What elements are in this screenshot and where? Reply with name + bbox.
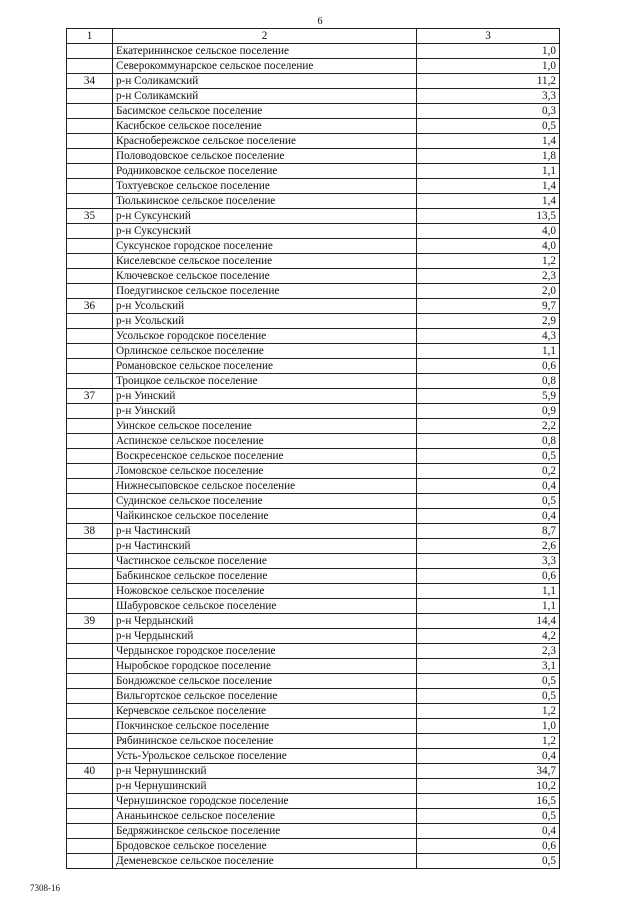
table-row bbox=[67, 704, 560, 719]
row-number bbox=[67, 254, 113, 269]
table-row bbox=[67, 629, 560, 644]
row-number bbox=[67, 689, 113, 704]
table-row bbox=[67, 299, 560, 314]
row-number bbox=[67, 494, 113, 509]
row-number bbox=[67, 569, 113, 584]
row-value: 1,1 bbox=[417, 584, 560, 599]
table-row bbox=[67, 599, 560, 614]
row-value: 0,3 bbox=[417, 104, 560, 119]
row-number bbox=[67, 779, 113, 794]
row-number bbox=[67, 344, 113, 359]
settlement-name: Покчинское сельское поселение bbox=[113, 719, 417, 734]
row-value: 3,3 bbox=[417, 89, 560, 104]
table-row bbox=[67, 659, 560, 674]
row-value: 2,9 bbox=[417, 314, 560, 329]
document-code: 7308-16 bbox=[30, 883, 60, 893]
settlement-name: Чернушинское городское поселение bbox=[113, 794, 417, 809]
table-row bbox=[67, 419, 560, 434]
row-value: 1,4 bbox=[417, 134, 560, 149]
data-table bbox=[66, 28, 560, 869]
row-number bbox=[67, 59, 113, 74]
settlement-name: р-н Суксунский bbox=[113, 209, 417, 224]
settlement-name: Романовское сельское поселение bbox=[113, 359, 417, 374]
row-number bbox=[67, 464, 113, 479]
row-value: 2,0 bbox=[417, 284, 560, 299]
row-number bbox=[67, 419, 113, 434]
row-value: 0,5 bbox=[417, 854, 560, 869]
row-number bbox=[67, 599, 113, 614]
row-value: 1,2 bbox=[417, 704, 560, 719]
table-row bbox=[67, 644, 560, 659]
settlement-name: р-н Чердынский bbox=[113, 614, 417, 629]
page-number: 6 bbox=[317, 16, 323, 27]
table-row bbox=[67, 674, 560, 689]
row-number bbox=[67, 44, 113, 59]
table-row bbox=[67, 464, 560, 479]
settlement-name: р-н Частинский bbox=[113, 524, 417, 539]
row-value: 1,2 bbox=[417, 254, 560, 269]
row-value: 4,2 bbox=[417, 629, 560, 644]
table-row bbox=[67, 59, 560, 74]
table-row bbox=[67, 614, 560, 629]
table-row bbox=[67, 824, 560, 839]
row-value: 1,8 bbox=[417, 149, 560, 164]
row-number bbox=[67, 119, 113, 134]
settlement-name: Родниковское сельское поселение bbox=[113, 164, 417, 179]
settlement-name: Чердынское городское поселение bbox=[113, 644, 417, 659]
table-row bbox=[67, 254, 560, 269]
settlement-name: Рябининское сельское поселение bbox=[113, 734, 417, 749]
header-col-1: 1 bbox=[67, 29, 113, 44]
row-value: 0,4 bbox=[417, 479, 560, 494]
row-value: 4,0 bbox=[417, 224, 560, 239]
row-value: 11,2 bbox=[417, 74, 560, 89]
settlement-name: р-н Соликамский bbox=[113, 74, 417, 89]
row-number bbox=[67, 629, 113, 644]
table-row bbox=[67, 359, 560, 374]
table-row bbox=[67, 539, 560, 554]
table-row bbox=[67, 44, 560, 59]
settlement-name: р-н Чернушинский bbox=[113, 764, 417, 779]
row-value: 2,2 bbox=[417, 419, 560, 434]
row-value: 0,5 bbox=[417, 689, 560, 704]
row-number bbox=[67, 674, 113, 689]
settlement-name: Ломовское сельское поселение bbox=[113, 464, 417, 479]
row-number bbox=[67, 794, 113, 809]
row-number bbox=[67, 134, 113, 149]
row-value: 4,3 bbox=[417, 329, 560, 344]
row-number bbox=[67, 749, 113, 764]
table-row bbox=[67, 239, 560, 254]
settlement-name: р-н Чердынский bbox=[113, 629, 417, 644]
row-value: 16,5 bbox=[417, 794, 560, 809]
row-value: 1,0 bbox=[417, 44, 560, 59]
row-number bbox=[67, 809, 113, 824]
row-number bbox=[67, 374, 113, 389]
row-number bbox=[67, 539, 113, 554]
settlement-name: Шабуровское сельское поселение bbox=[113, 599, 417, 614]
settlement-name: Касибское сельское поселение bbox=[113, 119, 417, 134]
row-number bbox=[67, 479, 113, 494]
row-number bbox=[67, 509, 113, 524]
row-number: 39 bbox=[67, 614, 113, 629]
settlement-name: Бабкинское сельское поселение bbox=[113, 569, 417, 584]
row-value: 0,8 bbox=[417, 374, 560, 389]
row-number bbox=[67, 284, 113, 299]
row-number bbox=[67, 224, 113, 239]
settlement-name: Усть-Урольское сельское поселение bbox=[113, 749, 417, 764]
row-number: 40 bbox=[67, 764, 113, 779]
row-number bbox=[67, 824, 113, 839]
table-row bbox=[67, 119, 560, 134]
settlement-name: Деменевское сельское поселение bbox=[113, 854, 417, 869]
table-row bbox=[67, 779, 560, 794]
row-value: 1,1 bbox=[417, 164, 560, 179]
row-number bbox=[67, 269, 113, 284]
row-number: 37 bbox=[67, 389, 113, 404]
row-value: 0,5 bbox=[417, 119, 560, 134]
table-row bbox=[67, 344, 560, 359]
row-number bbox=[67, 449, 113, 464]
table-row bbox=[67, 329, 560, 344]
settlement-name: Вильгортское сельское поселение bbox=[113, 689, 417, 704]
settlement-name: р-н Чернушинский bbox=[113, 779, 417, 794]
settlement-name: Тохтуевское сельское поселение bbox=[113, 179, 417, 194]
row-number bbox=[67, 89, 113, 104]
row-value: 34,7 bbox=[417, 764, 560, 779]
row-value: 14,4 bbox=[417, 614, 560, 629]
row-number: 35 bbox=[67, 209, 113, 224]
settlement-name: Орлинское сельское поселение bbox=[113, 344, 417, 359]
row-value: 5,9 bbox=[417, 389, 560, 404]
row-value: 0,5 bbox=[417, 449, 560, 464]
settlement-name: Воскресенское сельское поселение bbox=[113, 449, 417, 464]
table-row bbox=[67, 134, 560, 149]
row-number bbox=[67, 659, 113, 674]
row-number: 38 bbox=[67, 524, 113, 539]
row-value: 3,1 bbox=[417, 659, 560, 674]
table-row bbox=[67, 689, 560, 704]
row-number bbox=[67, 584, 113, 599]
row-number bbox=[67, 839, 113, 854]
row-value: 8,7 bbox=[417, 524, 560, 539]
settlement-name: Половодовское сельское поселение bbox=[113, 149, 417, 164]
row-number bbox=[67, 359, 113, 374]
table-row bbox=[67, 734, 560, 749]
settlement-name: Частинское сельское поселение bbox=[113, 554, 417, 569]
table-row bbox=[67, 569, 560, 584]
table-row bbox=[67, 404, 560, 419]
table-row bbox=[67, 854, 560, 869]
table-row bbox=[67, 809, 560, 824]
table-row bbox=[67, 764, 560, 779]
settlement-name: Бедряжинское сельское поселение bbox=[113, 824, 417, 839]
table-row bbox=[67, 479, 560, 494]
row-number bbox=[67, 644, 113, 659]
table-row bbox=[67, 719, 560, 734]
settlement-name: Керчевское сельское поселение bbox=[113, 704, 417, 719]
row-number bbox=[67, 734, 113, 749]
row-value: 2,3 bbox=[417, 269, 560, 284]
table-row bbox=[67, 794, 560, 809]
table-row bbox=[67, 104, 560, 119]
row-value: 0,5 bbox=[417, 809, 560, 824]
row-number bbox=[67, 314, 113, 329]
table-row bbox=[67, 179, 560, 194]
table-row bbox=[67, 89, 560, 104]
row-value: 0,5 bbox=[417, 494, 560, 509]
row-number bbox=[67, 404, 113, 419]
table-row bbox=[67, 164, 560, 179]
row-value: 1,0 bbox=[417, 59, 560, 74]
settlement-name: Краснобережское сельское поселение bbox=[113, 134, 417, 149]
row-value: 9,7 bbox=[417, 299, 560, 314]
table-row bbox=[67, 749, 560, 764]
settlement-name: Ключевское сельское поселение bbox=[113, 269, 417, 284]
settlement-name: Тюлькинское сельское поселение bbox=[113, 194, 417, 209]
table-row bbox=[67, 194, 560, 209]
table-row bbox=[67, 269, 560, 284]
row-number bbox=[67, 194, 113, 209]
header-col-2: 2 bbox=[113, 29, 417, 44]
row-number bbox=[67, 554, 113, 569]
table-row bbox=[67, 389, 560, 404]
row-value: 3,3 bbox=[417, 554, 560, 569]
settlement-name: Бродовское сельское поселение bbox=[113, 839, 417, 854]
table-row bbox=[67, 554, 560, 569]
row-value: 0,4 bbox=[417, 824, 560, 839]
settlement-name: Суксунское городское поселение bbox=[113, 239, 417, 254]
row-value: 0,4 bbox=[417, 509, 560, 524]
settlement-name: р-н Уинский bbox=[113, 404, 417, 419]
row-value: 0,4 bbox=[417, 749, 560, 764]
table-row bbox=[67, 584, 560, 599]
settlement-name: Чайкинское сельское поселение bbox=[113, 509, 417, 524]
row-number: 34 bbox=[67, 74, 113, 89]
table-row bbox=[67, 284, 560, 299]
row-number bbox=[67, 329, 113, 344]
row-number bbox=[67, 704, 113, 719]
row-number: 36 bbox=[67, 299, 113, 314]
header-col-3: 3 bbox=[417, 29, 560, 44]
table-row bbox=[67, 224, 560, 239]
settlement-name: Бондюжское сельское поселение bbox=[113, 674, 417, 689]
row-value: 1,1 bbox=[417, 599, 560, 614]
settlement-name: Нижнесыповское сельское поселение bbox=[113, 479, 417, 494]
row-value: 1,2 bbox=[417, 734, 560, 749]
settlement-name: р-н Уинский bbox=[113, 389, 417, 404]
row-value: 2,6 bbox=[417, 539, 560, 554]
row-number bbox=[67, 434, 113, 449]
settlement-name: р-н Частинский bbox=[113, 539, 417, 554]
row-value: 0,6 bbox=[417, 569, 560, 584]
settlement-name: Усольское городское поселение bbox=[113, 329, 417, 344]
settlement-name: Уинское сельское поселение bbox=[113, 419, 417, 434]
table-row bbox=[67, 449, 560, 464]
row-value: 4,0 bbox=[417, 239, 560, 254]
table-row bbox=[67, 74, 560, 89]
row-number bbox=[67, 179, 113, 194]
row-number bbox=[67, 854, 113, 869]
row-number bbox=[67, 164, 113, 179]
settlement-name: Судинское сельское поселение bbox=[113, 494, 417, 509]
row-value: 1,1 bbox=[417, 344, 560, 359]
row-value: 0,2 bbox=[417, 464, 560, 479]
settlement-name: Екатерининское сельское поселение bbox=[113, 44, 417, 59]
row-value: 0,5 bbox=[417, 674, 560, 689]
settlement-name: Ананьинское сельское поселение bbox=[113, 809, 417, 824]
settlement-name: Киселевское сельское поселение bbox=[113, 254, 417, 269]
row-value: 1,0 bbox=[417, 719, 560, 734]
row-value: 0,9 bbox=[417, 404, 560, 419]
settlement-name: р-н Усольский bbox=[113, 299, 417, 314]
table-row bbox=[67, 494, 560, 509]
row-value: 1,4 bbox=[417, 179, 560, 194]
settlement-name: Троицкое сельское поселение bbox=[113, 374, 417, 389]
row-number bbox=[67, 719, 113, 734]
settlement-name: р-н Усольский bbox=[113, 314, 417, 329]
row-value: 1,4 bbox=[417, 194, 560, 209]
table-row bbox=[67, 149, 560, 164]
settlement-name: Северокоммунарское сельское поселение bbox=[113, 59, 417, 74]
table-row bbox=[67, 374, 560, 389]
settlement-name: р-н Суксунский bbox=[113, 224, 417, 239]
table-header-row bbox=[67, 29, 560, 44]
row-value: 0,8 bbox=[417, 434, 560, 449]
table-row bbox=[67, 524, 560, 539]
settlement-name: Ныробское городское поселение bbox=[113, 659, 417, 674]
table-row bbox=[67, 434, 560, 449]
row-value: 13,5 bbox=[417, 209, 560, 224]
settlement-name: Ножовское сельское поселение bbox=[113, 584, 417, 599]
table-body bbox=[67, 29, 560, 869]
settlement-name: Басимское сельское поселение bbox=[113, 104, 417, 119]
table-row bbox=[67, 509, 560, 524]
settlement-name: Аспинское сельское поселение bbox=[113, 434, 417, 449]
row-value: 10,2 bbox=[417, 779, 560, 794]
row-number bbox=[67, 149, 113, 164]
settlement-name: Поедугинское сельское поселение bbox=[113, 284, 417, 299]
row-value: 2,3 bbox=[417, 644, 560, 659]
row-value: 0,6 bbox=[417, 359, 560, 374]
table-row bbox=[67, 209, 560, 224]
settlement-name: р-н Соликамский bbox=[113, 89, 417, 104]
row-number bbox=[67, 104, 113, 119]
table-row bbox=[67, 314, 560, 329]
table-row bbox=[67, 839, 560, 854]
row-number bbox=[67, 239, 113, 254]
row-value: 0,6 bbox=[417, 839, 560, 854]
